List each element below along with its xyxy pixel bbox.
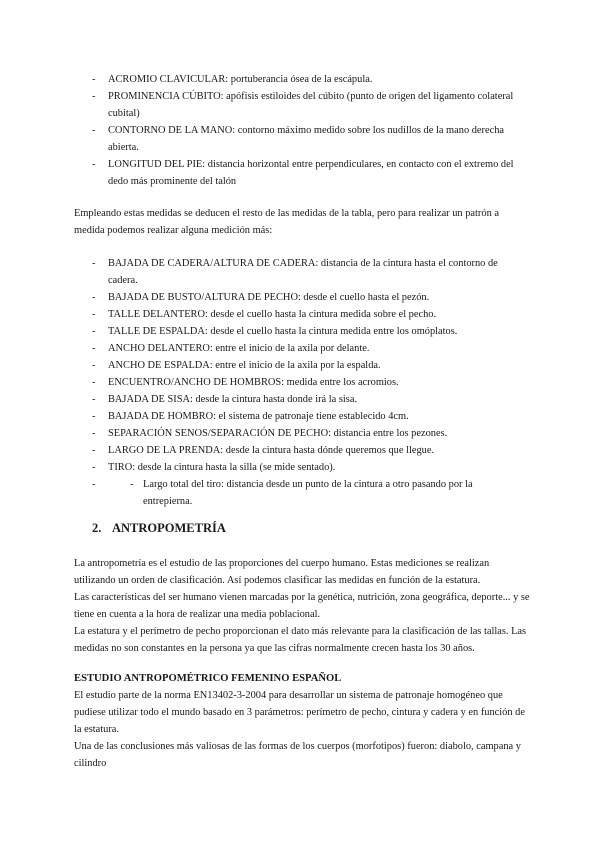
tiro-sub-list <box>0 476 600 510</box>
list-item: - BAJADA DE HOMBRO: el sistema de patronaje tiene establecido 4cm. <box>0 408 600 425</box>
estudio-section <box>0 670 600 772</box>
paragraph: Una de las conclusiones más valiosas de las formas de los cuerpos (morfotipos) fueron: diabolo, campana y cilindro <box>74 741 521 769</box>
list-item: - LONGITUD DEL PIE: distancia horizontal entre perpendiculares, en contacto con el extremo del dedo más prominente del talón <box>0 156 600 190</box>
section-heading <box>0 521 600 536</box>
list-item: - SEPARACIÓN SENOS/SEPARACIÓN DE PECHO: distancia entre los pezones. <box>0 425 600 442</box>
list-item: - ENCUENTRO/ANCHO DE HOMBROS: medida entre los acromios. <box>0 374 600 391</box>
body-landmarks-list <box>0 71 600 190</box>
sub-list-wrapper <box>0 476 600 510</box>
list-item: - TALLE DE ESPALDA: desde el cuello hasta la cintura medida entre los omóplatos. <box>0 323 600 340</box>
list-item: - BAJADA DE SISA: desde la cintura hasta donde irá la sisa. <box>0 391 600 408</box>
subsection-title: ESTUDIO ANTROPOMÉTRICO FEMENINO ESPAÑOL <box>74 673 342 684</box>
list-item: - PROMINENCIA CÚBITO: apófisis estiloides del cúbito (punto de origen del ligamento colateral cubital) <box>0 88 600 122</box>
paragraph: Las características del ser humano vienen marcadas por la genética, nutrición, zona geográfica, deporte... y se tiene en cuenta a la hora de realizar una media poblacional. <box>74 592 530 620</box>
list-item: - ANCHO DELANTERO: entre el inicio de la axila por delante. <box>0 340 600 357</box>
list-item: - TALLE DELANTERO: desde el cuello hasta la cintura medida sobre el pecho. <box>0 306 600 323</box>
list-item: - BAJADA DE CADERA/ALTURA DE CADERA: distancia de la cintura hasta el contorno de cadera. <box>0 255 600 289</box>
list-item: - ANCHO DE ESPALDA: entre el inicio de la axila por la espalda. <box>0 357 600 374</box>
paragraph: La estatura y el perímetro de pecho proporcionan el dato más relevante para la clasificación de las tallas. Las medidas no son constantes en la persona ya que las cifras normalmente crecen hasta los 30 años. <box>74 626 527 654</box>
sub-list-item: - - Largo total del tiro: distancia desde un punto de la cintura a otro pasando por la entrepierna. <box>0 476 600 510</box>
list-item: - CONTORNO DE LA MANO: contorno máximo medido sobre los nudillos de la mano derecha abierta. <box>0 122 600 156</box>
estudio-text <box>0 687 600 772</box>
list-item: - ACROMIO CLAVICULAR: portuberancia ósea de la escápula. <box>0 71 600 88</box>
list-item: - BAJADA DE BUSTO/ALTURA DE PECHO: desde el cuello hasta el pezón. <box>0 289 600 306</box>
section-title: ANTROPOMETRÍA <box>112 521 226 535</box>
antropometria-text <box>0 555 600 657</box>
paragraph: La antropometría es el estudio de las proporciones del cuerpo humano. Estas mediciones se realizan utilizando un orden de clasificación. Así podemos clasificar las medidas en función de la estatura. <box>74 558 490 586</box>
list-item: - TIRO: desde la cintura hasta la silla (se mide sentado). <box>0 459 600 476</box>
paragraph: El estudio parte de la norma EN13402-3-2004 para desarrollar un sistema de patronaje homogéneo que pudiese utilizar todo el mundo basado en 3 parámetros: perímetro de pecho, cintura y cadera y en función de la estatura. <box>74 690 525 735</box>
intro-paragraph: Empleando estas medidas se deducen el resto de las medidas de la tabla, pero para realizar un patrón a medida podemos realizar alguna medición más: <box>74 208 499 236</box>
list-item: - LARGO DE LA PRENDA: desde la cintura hasta dónde queremos que llegue. <box>0 442 600 459</box>
section-number: 2. <box>92 521 102 535</box>
extra-measurements-list <box>0 255 600 510</box>
